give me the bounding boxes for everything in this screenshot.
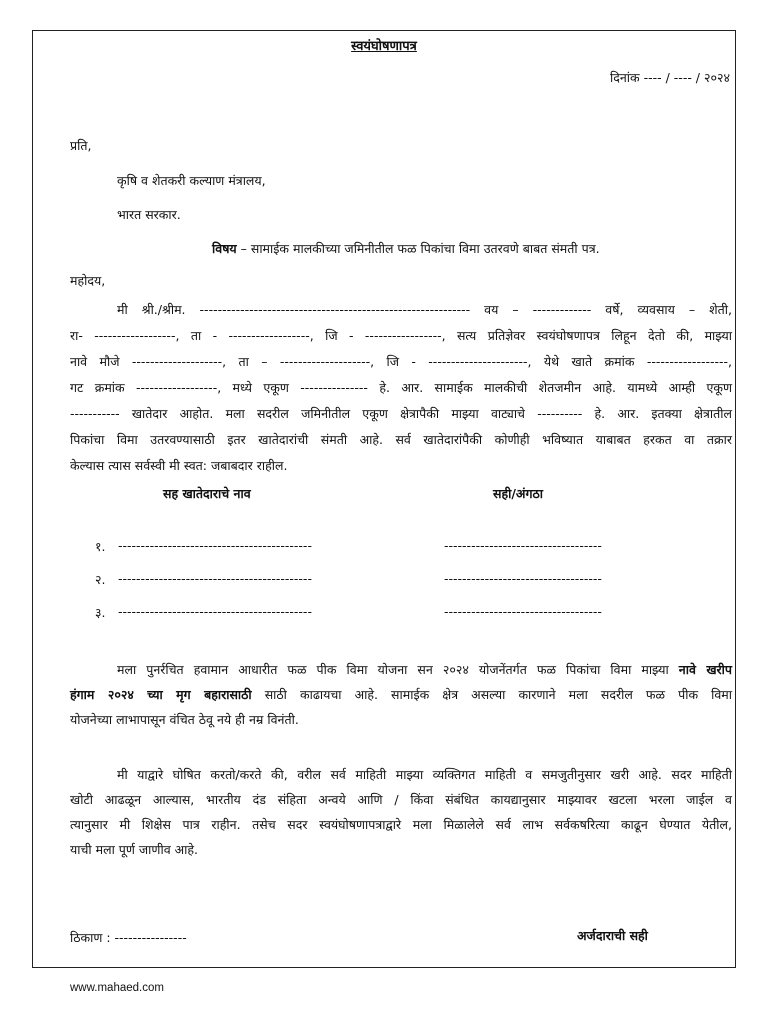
paragraph-line xyxy=(70,657,732,682)
subject-line xyxy=(212,240,600,257)
salutation: महोदय, xyxy=(70,273,106,288)
request-emphasis: हंगाम २०२४ च्या मृग बहारासाठी xyxy=(70,687,252,702)
row-number: ३. xyxy=(95,605,106,620)
row-number: १. xyxy=(95,539,106,554)
paragraph-line: खोटी आढळून आल्यास, भारतीय दंड संहिता अन्वये आणि / किंवा संबंधित कायद्यानुसार माझ्यावर खटला भरला जाईल व xyxy=(70,792,732,807)
co-owner-name-blank: ------------------------------------------- xyxy=(118,604,312,619)
request-text: मला पुनर्रचित हवामान आधारीत फळ पीक विमा योजना सन २०२४ योजनेंतर्गत फळ पिकांचा विमा माझ्या xyxy=(117,662,679,677)
ministry-name: कृषि व शेतकरी कल्याण मंत्रालय, xyxy=(117,173,266,188)
subject-text: – सामाईक मालकीच्या जमिनीतील फळ पिकांचा विमा उतरवणे बाबत संमती पत्र. xyxy=(236,241,600,256)
signature-blank: ----------------------------------- xyxy=(444,604,602,619)
paragraph-line: योजनेच्या लाभापासून वंचित ठेवू नये ही नम्र विनंती. xyxy=(70,712,299,727)
request-paragraph xyxy=(70,657,732,732)
paragraph-line: नावे मौजे --------------------, ता – --------------------, जि - ----------------------, येथे खाते क्रमांक ------------------, xyxy=(70,354,732,369)
subject-label: विषय xyxy=(212,241,237,256)
co-owner-name-blank: ------------------------------------------- xyxy=(118,538,312,553)
paragraph-line: त्यानुसार मी शिक्षेस पात्र राहीन. तसेच सदर स्वयंघोषणापत्राद्वारे मला मिळालेले सर्व लाभ सर्वकषरित्या काढून घेण्यात येतील, xyxy=(70,817,732,832)
request-text: साठी काढायचा आहे. सामाईक क्षेत्र असल्या कारणाने मला सदरील फळ पीक विमा xyxy=(251,687,733,702)
date-line: दिनांक ---- / ---- / २०२४ xyxy=(609,70,730,85)
paragraph-line: रा- ------------------, ता - ------------------, जि - -----------------, सत्य प्रतिज्ञेवर स्वयंघोषणापत्र लिहून देतो की, माझ्या xyxy=(70,328,732,343)
affirmation-paragraph xyxy=(70,762,732,862)
paragraph-line: याची मला पूर्ण जाणीव आहे. xyxy=(70,842,199,857)
row-number: २. xyxy=(95,572,106,587)
signature-blank: ----------------------------------- xyxy=(444,538,602,553)
paragraph-line: मी श्री./श्रीम. ------------------------------------------------------------ वय – ------------- वर्षे, व्यवसाय – शेती, xyxy=(117,302,732,317)
paragraph-line xyxy=(70,682,732,707)
applicant-signature-label: अर्जदाराची सही xyxy=(577,928,648,943)
paragraph-line: ----------- खातेदार आहोत. मला सदरील जमिनीतील एकूण क्षेत्रापैकी माझ्या वाट्याचे ---------- हे. आर. इतक्या क्षेत्रातील xyxy=(70,406,732,421)
signature-blank: ----------------------------------- xyxy=(444,571,602,586)
request-emphasis: नावे खरीप xyxy=(678,662,733,677)
document-title: स्वयंघोषणापत्र xyxy=(351,39,417,54)
paragraph-line: गट क्रमांक ------------------, मध्ये एकूण --------------- हे. आर. सामाईक मालकीची शेतजमीन आहे. यामध्ये आम्ही एकूण xyxy=(70,380,732,395)
paragraph-line: पिकांचा विमा उतरवण्यासाठी इतर खातेदारांची संमती आहे. सर्व खातेदारांपैकी कोणीही भविष्यात याबाबत हरकत वा तक्रार xyxy=(70,432,732,447)
paragraph-line: मी याद्वारे घोषित करतो/करते की, वरील सर्व माहिती माझ्या व्यक्तिगत माहिती व समजुतीनुसार खरी आहे. सदर माहिती xyxy=(117,767,732,782)
signature-header: सही/अंगठा xyxy=(493,486,543,501)
addressee-to: प्रति, xyxy=(70,138,92,153)
paragraph-line: केल्यास त्यास सर्वस्वी मी स्वत: जबाबदार राहील. xyxy=(70,458,288,473)
government-name: भारत सरकार. xyxy=(117,207,181,222)
declaration-paragraph xyxy=(70,297,732,479)
co-owner-name-blank: ------------------------------------------- xyxy=(118,571,312,586)
co-owner-name-header: सह खातेदाराचे नाव xyxy=(163,486,251,501)
place-field: ठिकाण : ---------------- xyxy=(70,930,187,945)
footer-website: www.mahaed.com xyxy=(70,982,164,994)
